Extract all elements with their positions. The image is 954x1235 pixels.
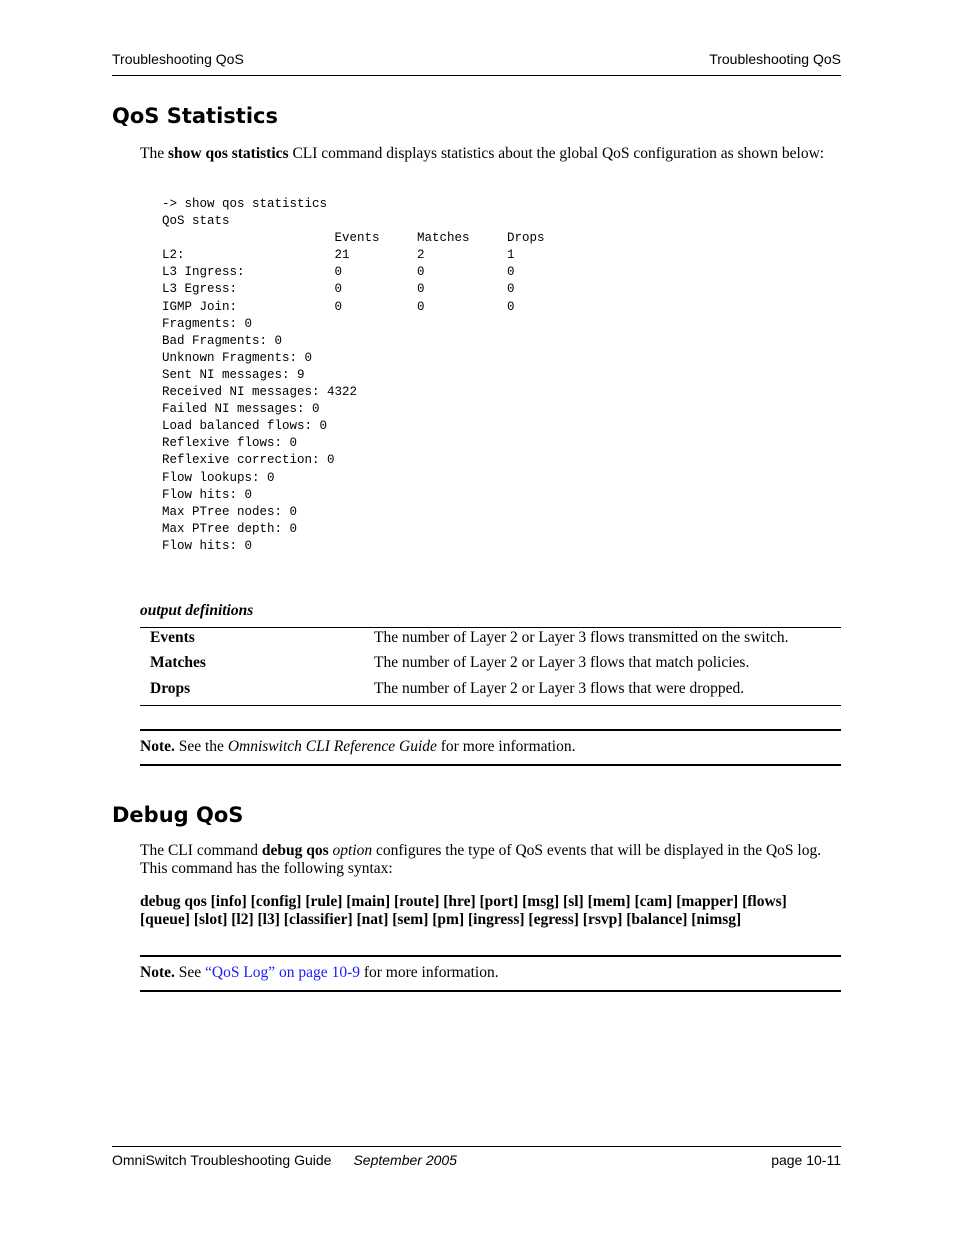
- header-right-title: Troubleshooting QoS: [709, 51, 841, 67]
- qos-statistics-intro: The show qos statistics CLI command displays statistics about the global QoS configuration as shown below:: [140, 145, 825, 162]
- footer-guide-title: OmniSwitch Troubleshooting Guide: [112, 1152, 332, 1168]
- footer-date: September 2005: [353, 1152, 457, 1168]
- definition-term: Matches: [150, 654, 206, 671]
- command-name: debug qos: [261, 842, 329, 859]
- note-cli-reference: Note. See the Omniswitch CLI Reference Guide for more information.: [140, 729, 841, 766]
- definition-row: [140, 654, 841, 676]
- cli-output-block: -> show qos statistics QoS stats Events Matches Drops L2: 21 2 1 L3 Ingress: 0 0 0 L3 Egress: 0 0 0 IGMP Join: 0 0 0 Fragments: 0 Bad Fragments: 0 Unknown Fragments: 0 Sent NI messages: 9 Received NI messages: 4322 Failed NI messages: 0 Load balanced flows: 0 Reflexive flows: 0 Reflexive correction: 0 Flow lookups: 0 Flow hits: 0 Max PTree nodes: 0 Max PTree depth: 0 Flow hits: 0: [162, 197, 545, 553]
- command-argument: option: [332, 842, 373, 859]
- definition-description: The number of Layer 2 or Layer 3 flows that match policies.: [374, 654, 750, 671]
- definition-row: [140, 629, 841, 651]
- footer-page-number: page 10-11: [771, 1152, 841, 1168]
- note-label: Note.: [140, 738, 175, 755]
- definition-description: The number of Layer 2 or Layer 3 flows that were dropped.: [374, 680, 745, 697]
- section-title-debug-qos: Debug QoS: [112, 803, 244, 827]
- command-name: show qos statistics: [167, 145, 289, 162]
- definition-row: [140, 680, 841, 702]
- page-footer: [112, 1146, 841, 1168]
- section-title-qos-statistics: QoS Statistics: [112, 104, 278, 128]
- header-left-title: Troubleshooting QoS: [112, 51, 244, 67]
- debug-qos-syntax: debug qos [info] [config] [rule] [main] [route] [hre] [port] [msg] [sl] [mem] [cam] [mapper] [flows] [queue] [slot] [l2] [l3] [classifier] [nat] [sem] [pm] [ingress] [egress] [rsvp] [balance] [nimsg]: [140, 893, 787, 928]
- definition-description: The number of Layer 2 or Layer 3 flows transmitted on the switch.: [374, 629, 789, 646]
- output-definitions-title: output definitions: [140, 602, 254, 619]
- note-label: Note.: [140, 964, 175, 981]
- definition-term: Drops: [150, 680, 191, 697]
- note-qos-log: Note. See “QoS Log” on page 10-9 for more information.: [140, 955, 841, 992]
- definition-term: Events: [150, 629, 195, 646]
- debug-qos-intro: The CLI command debug qos option configures the type of QoS events that will be displayed in the QoS log. This command has the following syntax:: [140, 842, 822, 877]
- running-header: [112, 51, 841, 76]
- output-definitions-table: [140, 627, 841, 706]
- qos-log-link[interactable]: “QoS Log” on page 10-9: [205, 964, 360, 981]
- reference-guide-title: Omniswitch CLI Reference Guide: [227, 738, 437, 755]
